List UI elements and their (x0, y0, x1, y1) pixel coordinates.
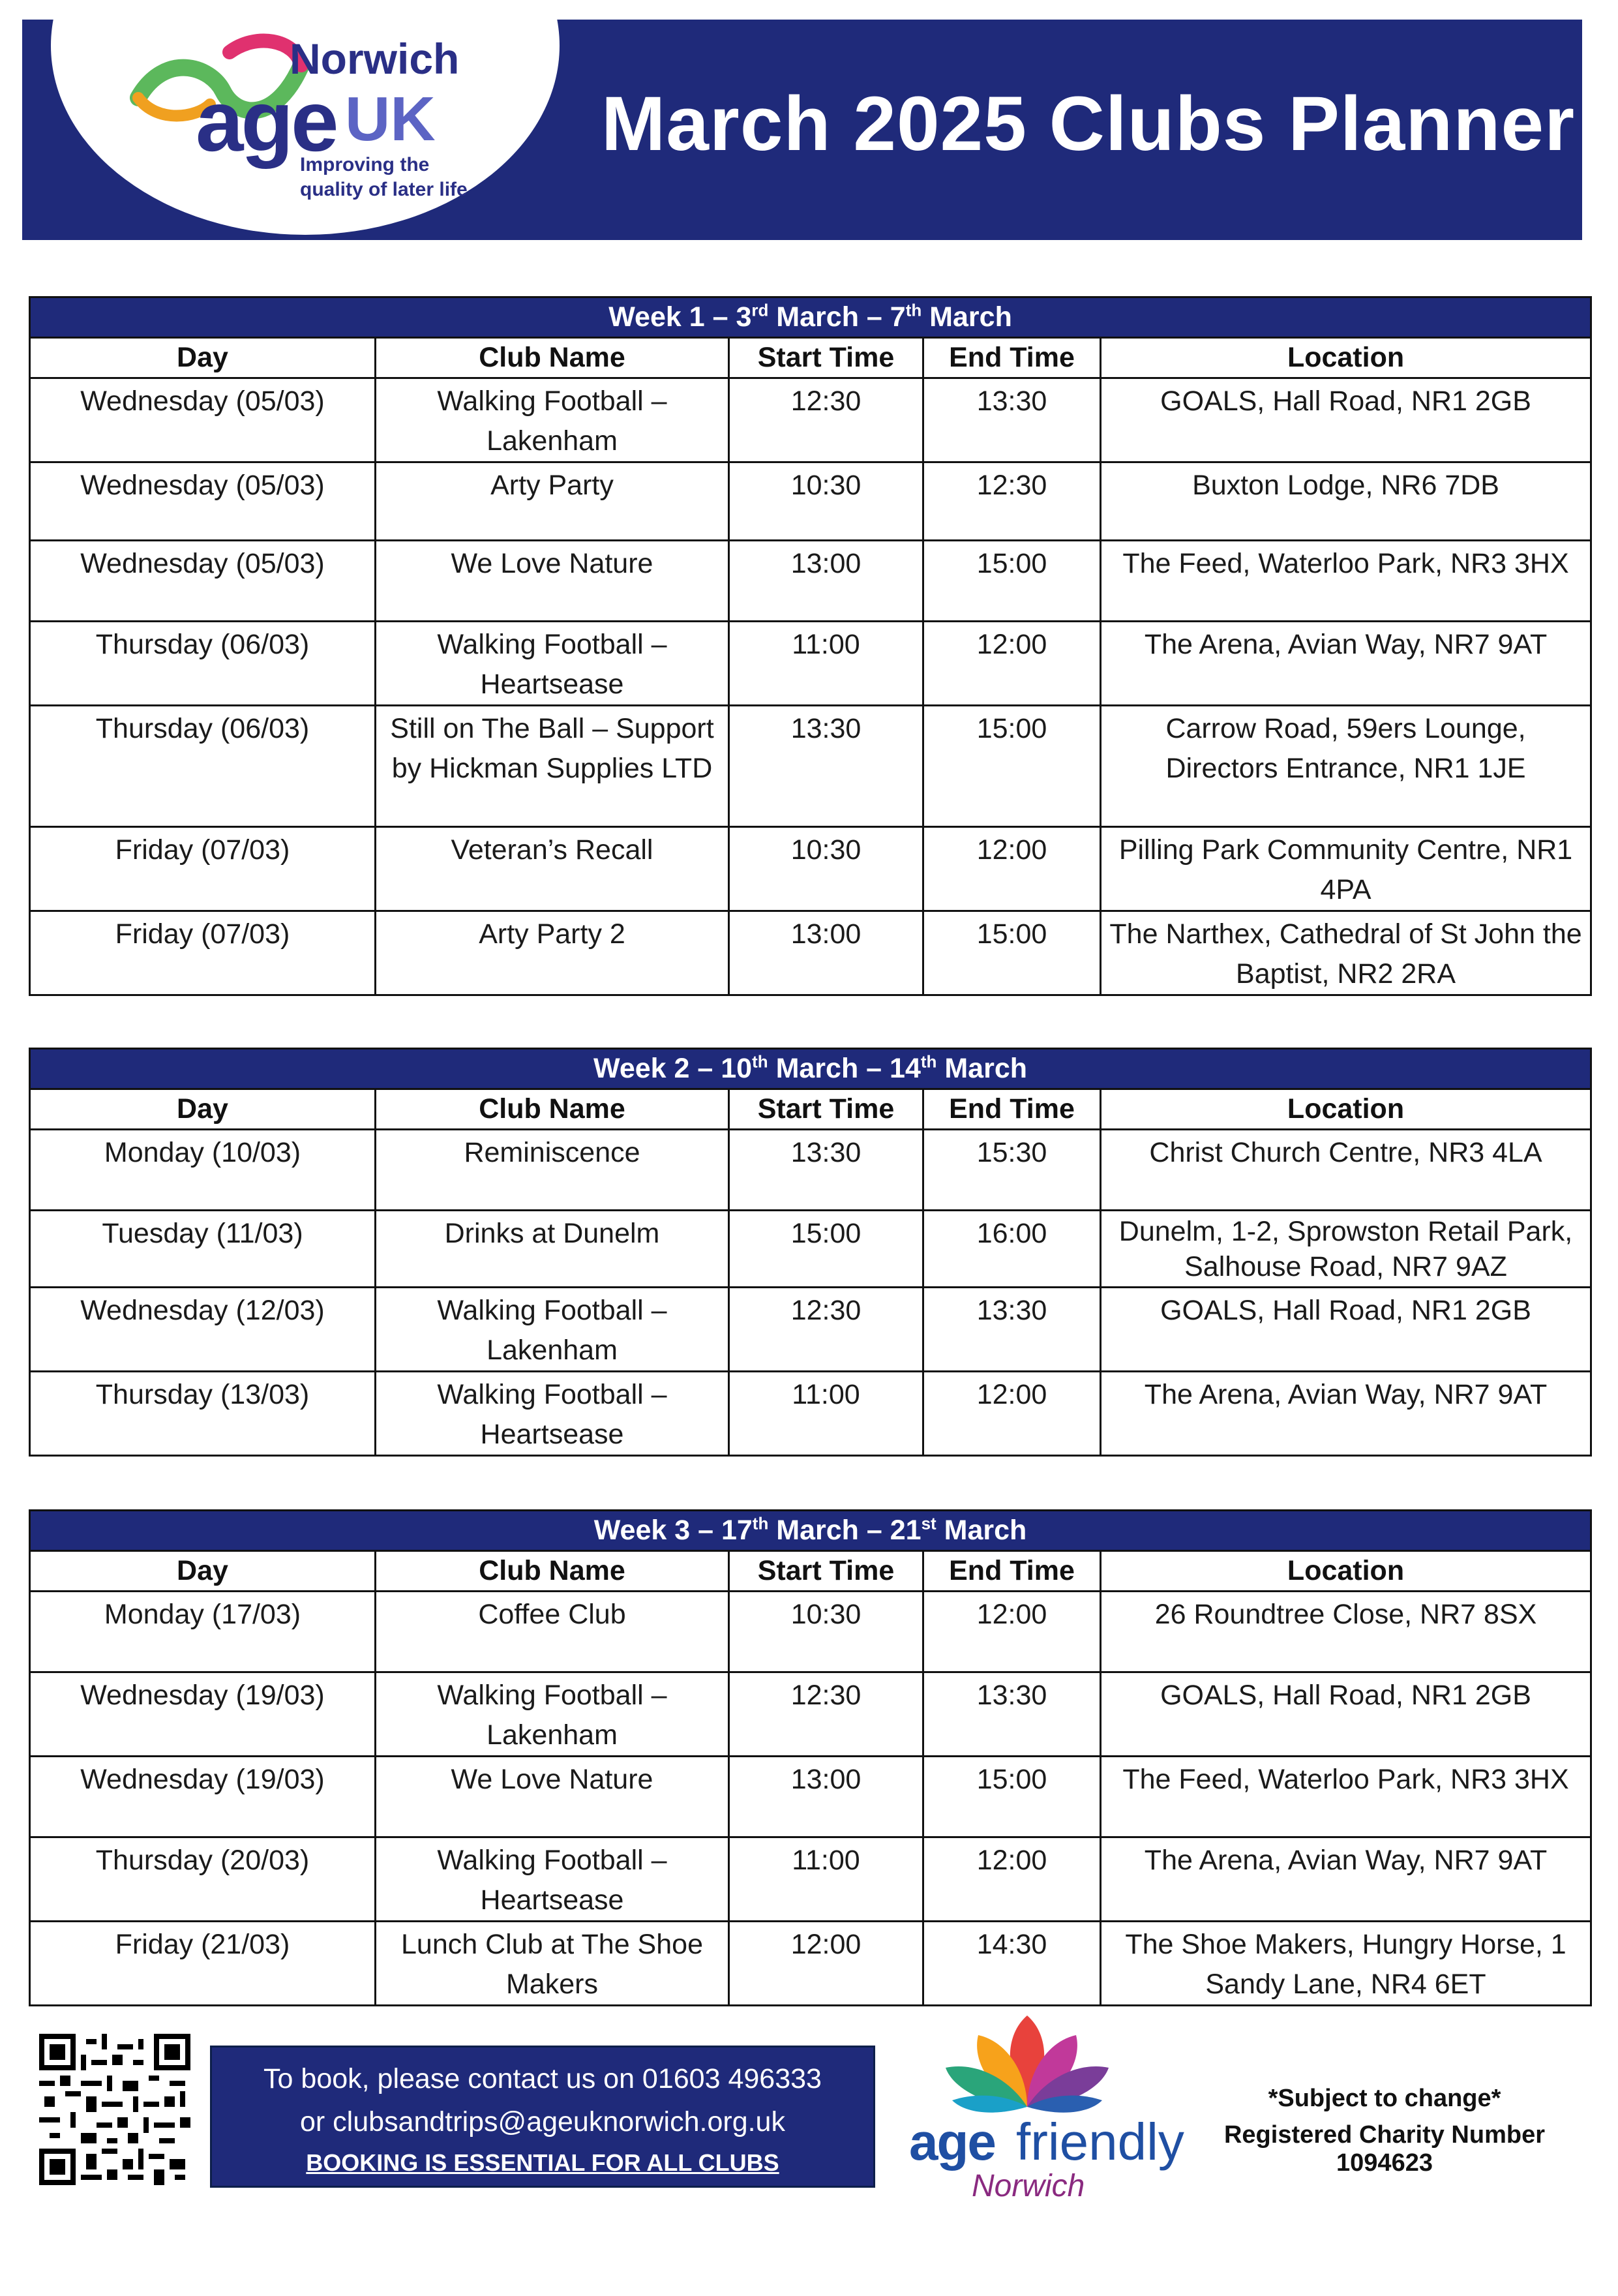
table-row (30, 911, 1591, 995)
page-title: March 2025 Clubs Planner (601, 81, 1576, 167)
cell-end: 12:30 (923, 462, 1101, 541)
table-row (30, 1837, 1591, 1922)
cell-end: 13:30 (923, 378, 1101, 462)
cell-day: Wednesday (19/03) (30, 1757, 376, 1837)
cell-location: GOALS, Hall Road, NR1 2GB (1101, 1672, 1591, 1757)
cell-start: 10:30 (729, 462, 923, 541)
cell-start: 12:30 (729, 378, 923, 462)
subject-to-change-note: *Subject to change* (1268, 2085, 1501, 2112)
week-heading: Week 2 – 10th March – 14th March (30, 1049, 1591, 1089)
age-uk-norwich-logo (107, 26, 498, 222)
cell-location: Carrow Road, 59ers Lounge, Directors Entrance, NR1 1JE (1101, 706, 1591, 827)
cell-location: The Arena, Avian Way, NR7 9AT (1101, 1837, 1591, 1922)
week-heading: Week 3 – 17th March – 21st March (30, 1511, 1591, 1551)
cell-location: The Shoe Makers, Hungry Horse, 1 Sandy Lane, NR4 6ET (1101, 1922, 1591, 2006)
cell-start: 13:00 (729, 1757, 923, 1837)
cell-start: 10:30 (729, 1592, 923, 1672)
cell-club: Walking Football – Heartsease (376, 1837, 729, 1922)
week-1-table (29, 296, 1592, 996)
cell-start: 10:30 (729, 827, 923, 911)
table-row (30, 1288, 1591, 1372)
charity-number: Registered Charity Number 1094623 (1223, 2121, 1545, 2177)
cell-end: 15:00 (923, 706, 1101, 827)
cell-end: 15:00 (923, 911, 1101, 995)
cell-end: 12:00 (923, 827, 1101, 911)
booking-essential-notice: BOOKING IS ESSENTIAL FOR ALL CLUBS (306, 2149, 779, 2176)
cell-day: Monday (10/03) (30, 1130, 376, 1211)
cell-club: Walking Football – Heartsease (376, 1372, 729, 1456)
cell-end: 12:00 (923, 1837, 1101, 1922)
logo-age-text: age (196, 73, 337, 169)
header-banner (22, 20, 1582, 240)
cell-day: Wednesday (12/03) (30, 1288, 376, 1372)
cell-day: Monday (17/03) (30, 1592, 376, 1672)
cell-club: Arty Party 2 (376, 911, 729, 995)
cell-location: GOALS, Hall Road, NR1 2GB (1101, 378, 1591, 462)
column-header-location: Location (1101, 1551, 1591, 1592)
cell-club: Still on The Ball – Support by Hickman Supplies LTD (376, 706, 729, 827)
cell-end: 13:30 (923, 1288, 1101, 1372)
column-header-location: Location (1101, 1089, 1591, 1130)
cell-club: We Love Nature (376, 1757, 729, 1837)
cell-start: 11:00 (729, 1837, 923, 1922)
cell-day: Tuesday (11/03) (30, 1211, 376, 1288)
cell-start: 15:00 (729, 1211, 923, 1288)
table-row (30, 706, 1591, 827)
cell-location: The Narthex, Cathedral of St John the Baptist, NR2 2RA (1101, 911, 1591, 995)
table-row (30, 378, 1591, 462)
cell-day: Thursday (13/03) (30, 1372, 376, 1456)
age-friendly-norwich-text: Norwich (972, 2169, 1085, 2203)
cell-club: We Love Nature (376, 541, 729, 622)
cell-start: 12:00 (729, 1922, 923, 2006)
column-header-end-time: End Time (923, 1551, 1101, 1592)
age-friendly-friendly-text: friendly (1016, 2113, 1184, 2171)
cell-start: 13:00 (729, 541, 923, 622)
logo-city: Norwich (290, 35, 460, 83)
cell-location: Dunelm, 1-2, Sprowston Retail Park, Salhouse Road, NR7 9AZ (1101, 1211, 1591, 1288)
cell-location: Buxton Lodge, NR6 7DB (1101, 462, 1591, 541)
cell-end: 12:00 (923, 1592, 1101, 1672)
cell-club: Drinks at Dunelm (376, 1211, 729, 1288)
cell-club: Walking Football – Lakenham (376, 1672, 729, 1757)
cell-club: Lunch Club at The Shoe Makers (376, 1922, 729, 2006)
cell-start: 13:30 (729, 1130, 923, 1211)
logo-uk-text: UK (345, 84, 436, 154)
cell-start: 12:30 (729, 1672, 923, 1757)
booking-email-link[interactable]: or clubsandtrips@ageuknorwich.org.uk (300, 2106, 785, 2137)
cell-club: Arty Party (376, 462, 729, 541)
cell-location: The Feed, Waterloo Park, NR3 3HX (1101, 541, 1591, 622)
table-row (30, 1757, 1591, 1837)
booking-info-box (210, 2046, 875, 2188)
cell-day: Thursday (06/03) (30, 622, 376, 706)
table-row (30, 1211, 1591, 1288)
logo-tagline-2: quality of later life (300, 179, 468, 200)
column-header-club-name: Club Name (376, 1551, 729, 1592)
week-3-table (29, 1509, 1592, 2006)
cell-day: Thursday (20/03) (30, 1837, 376, 1922)
cell-day: Wednesday (05/03) (30, 462, 376, 541)
table-row (30, 462, 1591, 541)
column-header-start-time: Start Time (729, 1089, 923, 1130)
column-header-day: Day (30, 1551, 376, 1592)
cell-club: Coffee Club (376, 1592, 729, 1672)
cell-start: 11:00 (729, 622, 923, 706)
column-header-club-name: Club Name (376, 1089, 729, 1130)
cell-end: 12:00 (923, 622, 1101, 706)
age-friendly-age-text: age (909, 2113, 995, 2171)
cell-end: 15:00 (923, 541, 1101, 622)
cell-club: Walking Football – Lakenham (376, 378, 729, 462)
cell-start: 13:30 (729, 706, 923, 827)
cell-end: 16:00 (923, 1211, 1101, 1288)
cell-day: Wednesday (05/03) (30, 378, 376, 462)
logo-tagline-1: Improving the (300, 154, 430, 175)
cell-location: GOALS, Hall Road, NR1 2GB (1101, 1288, 1591, 1372)
flower-icon (920, 2009, 1135, 2120)
column-header-day: Day (30, 338, 376, 378)
cell-location: The Arena, Avian Way, NR7 9AT (1101, 1372, 1591, 1456)
cell-day: Friday (07/03) (30, 827, 376, 911)
cell-start: 11:00 (729, 1372, 923, 1456)
table-row (30, 1592, 1591, 1672)
cell-club: Reminiscence (376, 1130, 729, 1211)
cell-day: Wednesday (19/03) (30, 1672, 376, 1757)
cell-end: 14:30 (923, 1922, 1101, 2006)
table-row (30, 1672, 1591, 1757)
cell-end: 15:30 (923, 1130, 1101, 1211)
table-row (30, 1922, 1591, 2006)
column-header-start-time: Start Time (729, 338, 923, 378)
table-row (30, 827, 1591, 911)
column-header-start-time: Start Time (729, 1551, 923, 1592)
cell-day: Friday (07/03) (30, 911, 376, 995)
column-header-club-name: Club Name (376, 338, 729, 378)
cell-location: Christ Church Centre, NR3 4LA (1101, 1130, 1591, 1211)
table-row (30, 541, 1591, 622)
cell-end: 13:30 (923, 1672, 1101, 1757)
column-header-end-time: End Time (923, 1089, 1101, 1130)
table-row (30, 622, 1591, 706)
cell-day: Friday (21/03) (30, 1922, 376, 2006)
cell-location: The Arena, Avian Way, NR7 9AT (1101, 622, 1591, 706)
cell-start: 13:00 (729, 911, 923, 995)
cell-end: 12:00 (923, 1372, 1101, 1456)
booking-phone-text: To book, please contact us on 01603 496333 (263, 2063, 822, 2094)
column-header-day: Day (30, 1089, 376, 1130)
cell-day: Wednesday (05/03) (30, 541, 376, 622)
qr-code-icon[interactable] (39, 2034, 190, 2185)
age-friendly-norwich-logo (906, 2009, 1184, 2203)
cell-club: Walking Football – Lakenham (376, 1288, 729, 1372)
cell-location: 26 Roundtree Close, NR7 8SX (1101, 1592, 1591, 1672)
table-row (30, 1372, 1591, 1456)
table-row (30, 1130, 1591, 1211)
cell-start: 12:30 (729, 1288, 923, 1372)
column-header-location: Location (1101, 338, 1591, 378)
week-2-table (29, 1048, 1592, 1457)
cell-club: Walking Football – Heartsease (376, 622, 729, 706)
cell-club: Veteran’s Recall (376, 827, 729, 911)
cell-end: 15:00 (923, 1757, 1101, 1837)
cell-location: The Feed, Waterloo Park, NR3 3HX (1101, 1757, 1591, 1837)
week-heading: Week 1 – 3rd March – 7th March (30, 297, 1591, 338)
cell-location: Pilling Park Community Centre, NR1 4PA (1101, 827, 1591, 911)
column-header-end-time: End Time (923, 338, 1101, 378)
cell-day: Thursday (06/03) (30, 706, 376, 827)
